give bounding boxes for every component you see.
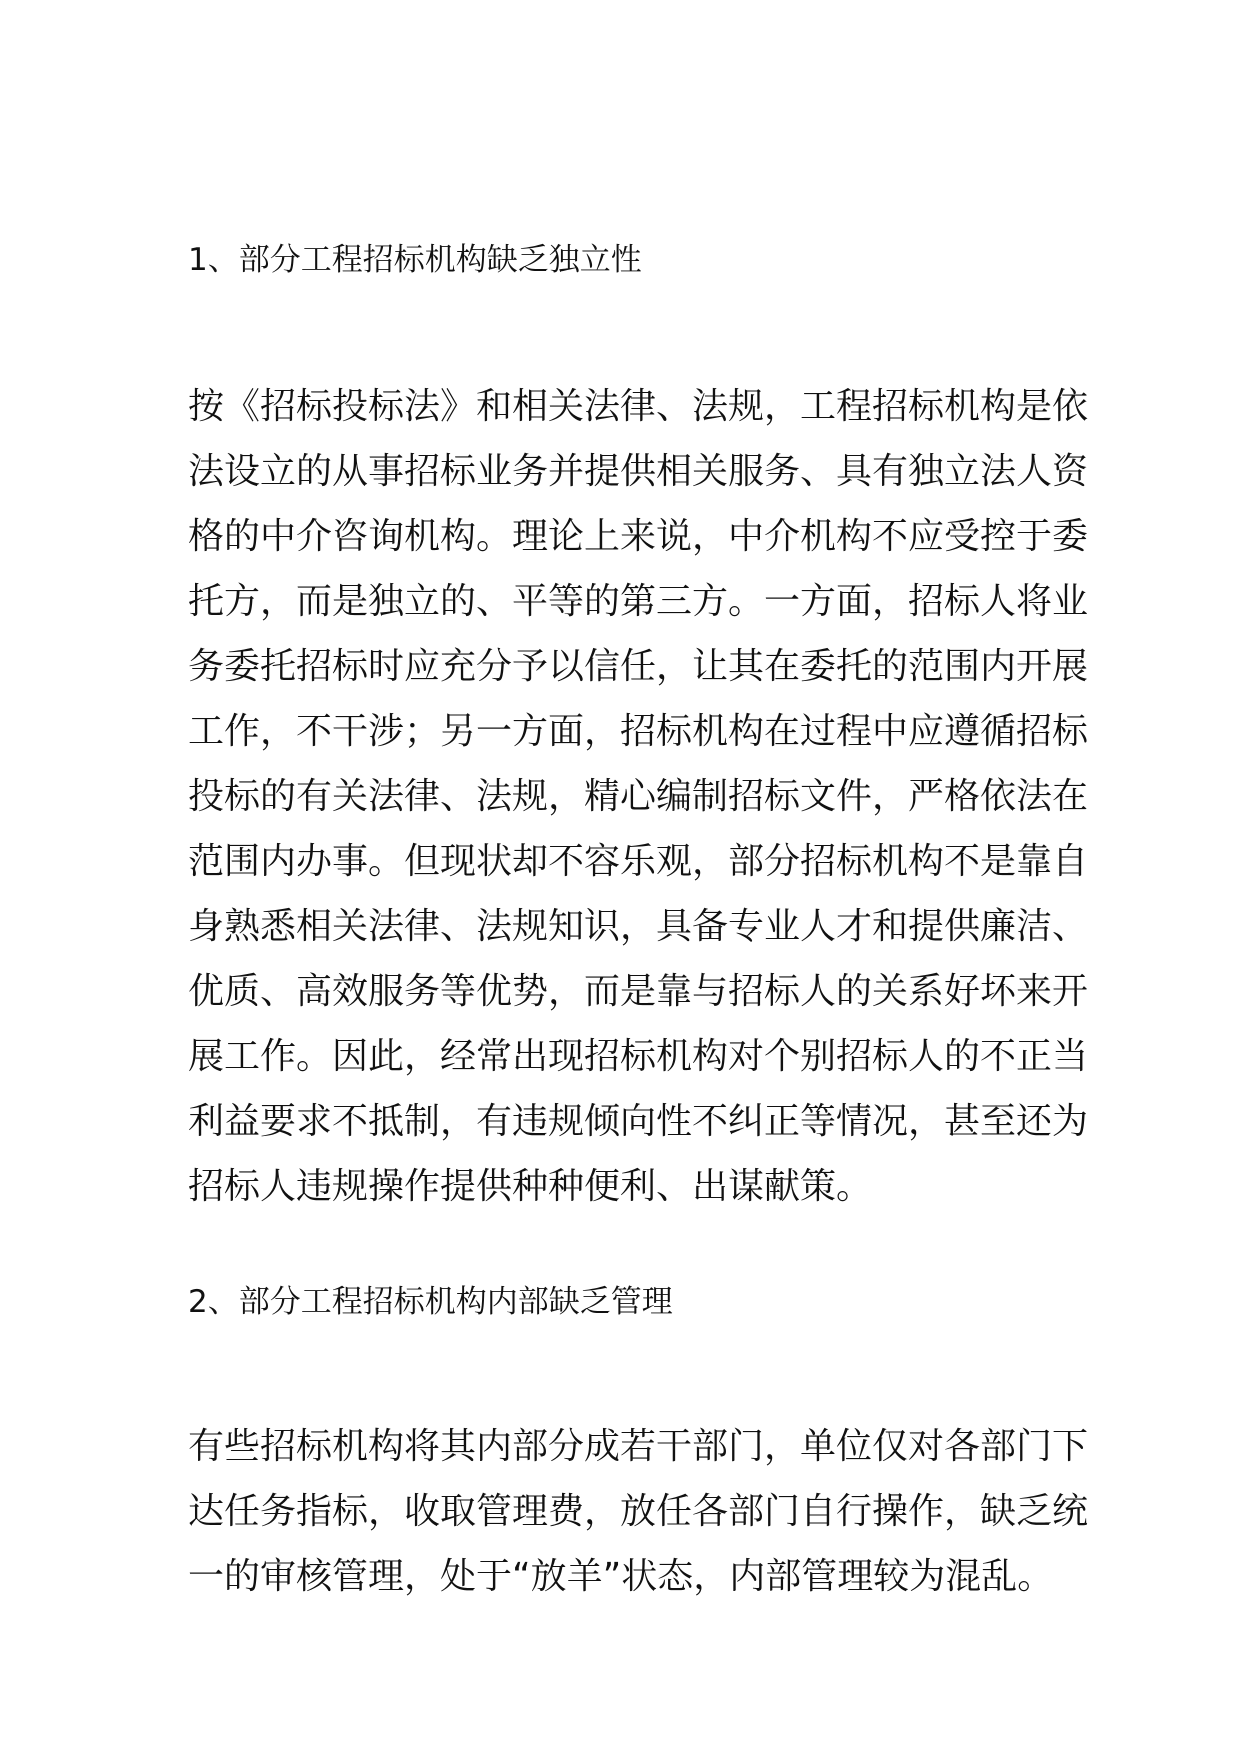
- paragraph-line: 范围内办事。但现状却不容乐观，部分招标机构不是靠自: [188, 841, 1089, 882]
- paragraph-line: 有些招标机构将其内部分成若干部门，单位仅对各部门下: [188, 1426, 1089, 1467]
- paragraph-line: 按《招标投标法》和相关法律、法规，工程招标机构是依: [188, 386, 1089, 427]
- paragraph-line: 格的中介咨询机构。理论上来说，中介机构不应受控于委: [188, 516, 1089, 557]
- section-heading-2: 2、部分工程招标机构内部缺乏管理: [188, 1284, 673, 1320]
- paragraph-line: 展工作。因此，经常出现招标机构对个别招标人的不正当: [188, 1036, 1089, 1077]
- paragraph-line: 招标人违规操作提供种种便利、出谋献策。: [188, 1166, 873, 1207]
- paragraph-line: 优质、高效服务等优势，而是靠与招标人的关系好坏来开: [188, 971, 1089, 1012]
- paragraph-line: 身熟悉相关法律、法规知识，具备专业人才和提供廉洁、: [188, 906, 1089, 947]
- paragraph-line: 法设立的从事招标业务并提供相关服务、具有独立法人资: [188, 451, 1089, 492]
- section-paragraph-1: [188, 374, 1088, 1219]
- section-paragraph-2: [188, 1414, 1088, 1609]
- paragraph-line: 一的审核管理，处于“放羊”状态，内部管理较为混乱。: [188, 1556, 1054, 1597]
- paragraph-line: 工作，不干涉；另一方面，招标机构在过程中应遵循招标: [188, 711, 1089, 752]
- paragraph-line: 务委托招标时应充分予以信任，让其在委托的范围内开展: [188, 646, 1089, 687]
- paragraph-line: 投标的有关法律、法规，精心编制招标文件，严格依法在: [188, 776, 1089, 817]
- section-heading-1: 1、部分工程招标机构缺乏独立性: [188, 242, 642, 278]
- paragraph-line: 利益要求不抵制，有违规倾向性不纠正等情况，甚至还为: [188, 1101, 1089, 1142]
- paragraph-line: 托方，而是独立的、平等的第三方。一方面，招标人将业: [188, 581, 1089, 622]
- paragraph-line: 达任务指标，收取管理费，放任各部门自行操作，缺乏统: [188, 1491, 1089, 1532]
